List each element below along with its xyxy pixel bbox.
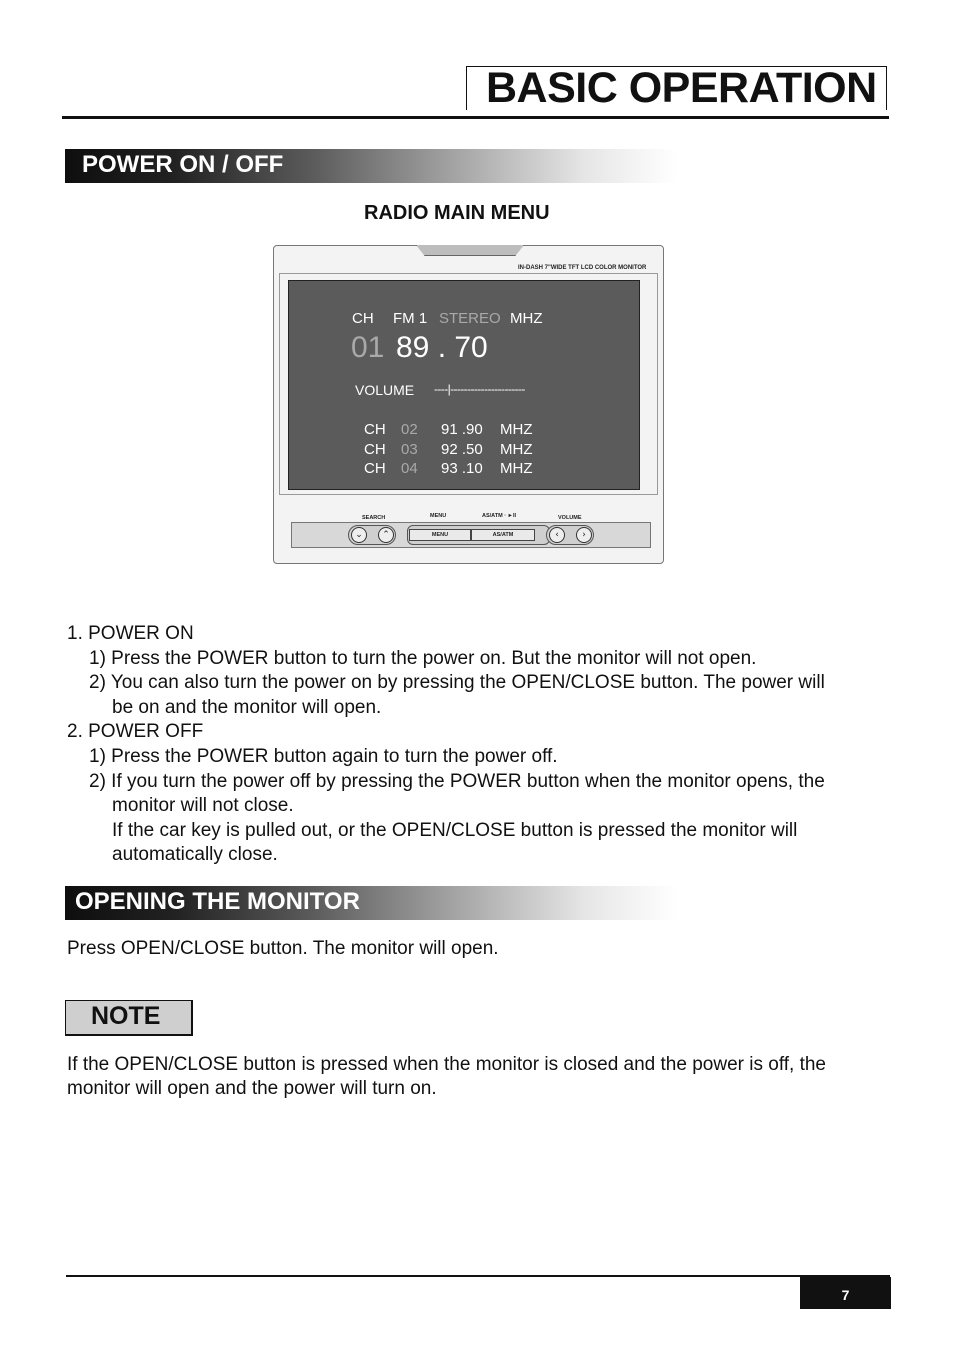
- list-item: 2) If you turn the power off by pressing the POWER button when the monitor opens, the: [89, 771, 825, 792]
- figure-caption: RADIO MAIN MENU: [364, 202, 550, 224]
- search-down-button[interactable]: ⌄: [351, 527, 367, 543]
- monitor-top-notch: [416, 245, 524, 256]
- preset-frequency: 92 .50: [441, 441, 483, 458]
- preset-unit: MHZ: [500, 421, 533, 438]
- section-title-opening: OPENING THE MONITOR: [75, 888, 360, 915]
- volume-up-button[interactable]: ›: [576, 527, 592, 543]
- list-item: 1) Press the POWER button to turn the power on. But the monitor will not open.: [89, 648, 757, 669]
- preset-ch-label: CH: [364, 460, 386, 477]
- note-label: NOTE: [91, 1002, 161, 1030]
- note-text: monitor will open and the power will turn on.: [67, 1078, 437, 1099]
- preset-number: 02: [401, 421, 418, 438]
- volume-down-button[interactable]: ‹: [549, 527, 565, 543]
- screen-stereo: STEREO: [439, 310, 501, 327]
- opening-instruction: Press OPEN/CLOSE button. The monitor will open.: [67, 938, 499, 959]
- screen-frequency: 89 . 70: [396, 331, 488, 364]
- preset-ch-label: CH: [364, 421, 386, 438]
- screen-volume-bar: ----|----------------------: [434, 382, 525, 396]
- asatm-top-label: AS/ATM · ►II: [482, 513, 517, 519]
- monitor-brand-label: IN-DASH 7"WIDE TFT LCD COLOR MONITOR: [518, 265, 647, 271]
- list-item-power-on: 1. POWER ON: [67, 623, 194, 644]
- screen-ch-label: CH: [352, 310, 374, 327]
- search-up-button[interactable]: ⌃: [378, 527, 394, 543]
- page-number: 7: [800, 1277, 891, 1309]
- list-item: 2) You can also turn the power on by pressing the OPEN/CLOSE button. The power will: [89, 672, 825, 693]
- preset-number: 03: [401, 441, 418, 458]
- asatm-button[interactable]: AS/ATM: [471, 529, 535, 541]
- menu-top-label: MENU: [430, 513, 447, 519]
- note-text: If the OPEN/CLOSE button is pressed when the monitor is closed and the power is off, the: [67, 1054, 826, 1075]
- list-item-power-off: 2. POWER OFF: [67, 721, 204, 742]
- screen-band: FM 1: [393, 310, 428, 327]
- preset-frequency: 91 .90: [441, 421, 483, 438]
- screen-channel-number: 01: [351, 331, 385, 364]
- menu-button[interactable]: MENU: [409, 529, 471, 541]
- list-item-continuation: be on and the monitor will open.: [112, 697, 382, 718]
- footer-rule: [66, 1275, 890, 1277]
- list-item-continuation: If the car key is pulled out, or the OPEN/CLOSE button is pressed the monitor will: [112, 820, 798, 841]
- search-label: SEARCH: [362, 515, 386, 521]
- preset-unit: MHZ: [500, 460, 533, 477]
- preset-number: 04: [401, 460, 418, 477]
- preset-frequency: 93 .10: [441, 460, 483, 477]
- list-item: 1) Press the POWER button again to turn the power off.: [89, 746, 558, 767]
- preset-ch-label: CH: [364, 441, 386, 458]
- screen-unit: MHZ: [510, 310, 543, 327]
- preset-unit: MHZ: [500, 441, 533, 458]
- volume-label: VOLUME: [558, 515, 582, 521]
- list-item-continuation: automatically close.: [112, 844, 278, 865]
- header-rule: [62, 116, 889, 119]
- section-title-power: POWER ON / OFF: [82, 151, 284, 178]
- screen-volume-label: VOLUME: [355, 382, 415, 398]
- list-item-continuation: monitor will not close.: [112, 795, 294, 816]
- page-title: BASIC OPERATION: [486, 64, 877, 112]
